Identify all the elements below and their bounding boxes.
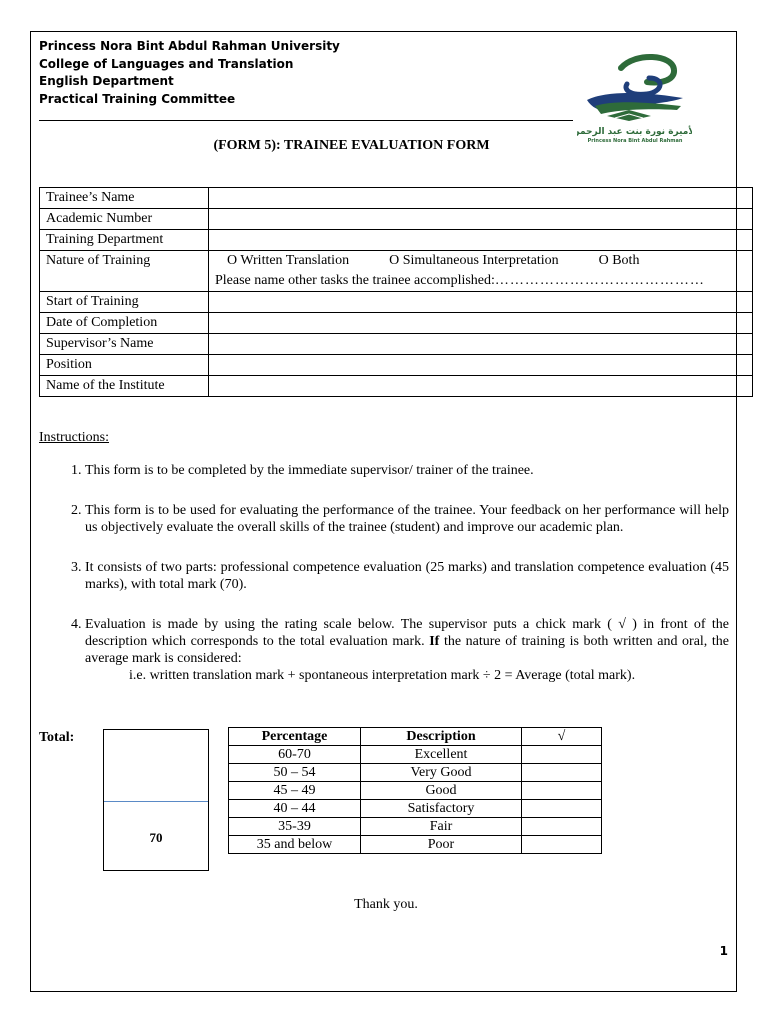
other-tasks-prompt: Please name other tasks the trainee accomplished: bbox=[215, 273, 495, 288]
description-cell: Good bbox=[361, 782, 522, 800]
nature-of-training-label: Nature of Training bbox=[40, 251, 209, 292]
option-simultaneous-interpretation[interactable]: O Simultaneous Interpretation bbox=[389, 253, 559, 268]
other-tasks-dots: …………………………………… bbox=[494, 273, 705, 288]
table-row bbox=[229, 818, 602, 836]
header-divider bbox=[39, 120, 573, 121]
description-cell: Fair bbox=[361, 818, 522, 836]
percentage-cell: 40 – 44 bbox=[229, 800, 361, 818]
nature-of-training-field bbox=[209, 251, 753, 292]
instruction-item bbox=[85, 616, 729, 684]
table-row bbox=[40, 334, 753, 355]
instructions-heading: Instructions: bbox=[39, 430, 109, 445]
college-name: College of Languages and Translation bbox=[39, 56, 294, 71]
table-row bbox=[40, 188, 753, 209]
column-header-description: Description bbox=[361, 728, 522, 746]
table-row bbox=[40, 376, 753, 397]
logo-english-text: Princess Nora Bint Abdul Rahman bbox=[587, 138, 683, 144]
institute-name-label: Name of the Institute bbox=[40, 376, 209, 397]
form-title: (FORM 5): TRAINEE EVALUATION FORM bbox=[213, 138, 490, 153]
check-cell[interactable] bbox=[522, 818, 602, 836]
total-box[interactable] bbox=[103, 729, 209, 871]
university-header bbox=[39, 38, 340, 108]
percentage-cell: 35-39 bbox=[229, 818, 361, 836]
table-row bbox=[40, 251, 753, 292]
table-row bbox=[229, 746, 602, 764]
percentage-cell: 35 and below bbox=[229, 836, 361, 854]
department-name: English Department bbox=[39, 74, 174, 88]
institute-name-field[interactable] bbox=[209, 376, 753, 397]
university-logo bbox=[577, 48, 692, 148]
percentage-cell: 60-70 bbox=[229, 746, 361, 764]
logo-arabic-text: الأميرة نورة بنت عبد الرحمن bbox=[577, 127, 692, 137]
table-row bbox=[229, 782, 602, 800]
supervisor-name-label: Supervisor’s Name bbox=[40, 334, 209, 355]
percentage-cell: 50 – 54 bbox=[229, 764, 361, 782]
check-cell[interactable] bbox=[522, 746, 602, 764]
instruction-item: 3. It consists of two parts: professional competence evaluation (25 marks) and translation competence evaluation (45 marks), with total mark (70). bbox=[85, 559, 729, 593]
position-field[interactable] bbox=[209, 355, 753, 376]
training-department-field[interactable] bbox=[209, 230, 753, 251]
thank-you-note: Thank you. bbox=[354, 897, 418, 912]
instruction-emphasis: If bbox=[429, 634, 440, 649]
instructions-list bbox=[39, 450, 729, 684]
total-divider bbox=[104, 801, 208, 802]
instruction-text: Evaluation is made by using the rating scale below. The supervisor puts a chick mark ( √ ) in front of the description which corresponds to the total evaluation mark. bbox=[85, 617, 729, 649]
option-written-translation[interactable]: O Written Translation bbox=[227, 253, 350, 268]
date-of-completion-field[interactable] bbox=[209, 313, 753, 334]
description-cell: Poor bbox=[361, 836, 522, 854]
supervisor-name-field[interactable] bbox=[209, 334, 753, 355]
table-row bbox=[229, 764, 602, 782]
total-max-value: 70 bbox=[149, 830, 163, 845]
instruction-item: 2. This form is to be used for evaluating the performance of the trainee. Your feedback on her performance will help us objectively evaluate the overall skills of the trainee (student) and improve our academic plan. bbox=[85, 502, 729, 536]
committee-name: Practical Training Committee bbox=[39, 91, 236, 106]
trainee-name-field[interactable] bbox=[209, 188, 753, 209]
check-cell[interactable] bbox=[522, 764, 602, 782]
rating-scale-table bbox=[228, 727, 602, 854]
description-cell: Very Good bbox=[361, 764, 522, 782]
percentage-cell: 45 – 49 bbox=[229, 782, 361, 800]
nature-options bbox=[215, 251, 746, 271]
table-row bbox=[40, 209, 753, 230]
form-page bbox=[30, 31, 737, 992]
total-label: Total: bbox=[39, 730, 75, 745]
check-cell[interactable] bbox=[522, 782, 602, 800]
academic-number-label: Academic Number bbox=[40, 209, 209, 230]
table-header-row bbox=[229, 728, 602, 746]
other-tasks-line[interactable] bbox=[215, 271, 746, 291]
description-cell: Satisfactory bbox=[361, 800, 522, 818]
university-logo-icon bbox=[577, 48, 692, 148]
start-of-training-field[interactable] bbox=[209, 292, 753, 313]
trainee-name-label: Trainee’s Name bbox=[40, 188, 209, 209]
table-row bbox=[40, 230, 753, 251]
page-number: 1 bbox=[719, 944, 728, 958]
table-row bbox=[40, 355, 753, 376]
training-department-label: Training Department bbox=[40, 230, 209, 251]
date-of-completion-label: Date of Completion bbox=[40, 313, 209, 334]
instruction-item: 1. This form is to be completed by the immediate supervisor/ trainer of the trainee. bbox=[85, 462, 729, 479]
option-both[interactable]: O Both bbox=[598, 253, 640, 268]
table-row bbox=[229, 836, 602, 854]
average-formula: i.e. written translation mark + spontaneous interpretation mark ÷ 2 = Average (total mark). bbox=[129, 668, 636, 683]
position-label: Position bbox=[40, 355, 209, 376]
table-row bbox=[229, 800, 602, 818]
trainee-info-table bbox=[39, 187, 753, 397]
table-row bbox=[40, 292, 753, 313]
column-header-check: √ bbox=[522, 728, 602, 746]
university-name: Princess Nora Bint Abdul Rahman University bbox=[39, 39, 340, 53]
check-cell[interactable] bbox=[522, 836, 602, 854]
academic-number-field[interactable] bbox=[209, 209, 753, 230]
column-header-percentage: Percentage bbox=[229, 728, 361, 746]
description-cell: Excellent bbox=[361, 746, 522, 764]
table-row bbox=[40, 313, 753, 334]
start-of-training-label: Start of Training bbox=[40, 292, 209, 313]
check-cell[interactable] bbox=[522, 800, 602, 818]
instruction-text: the nature of training is both written and oral, the average mark is considered: bbox=[85, 634, 729, 666]
